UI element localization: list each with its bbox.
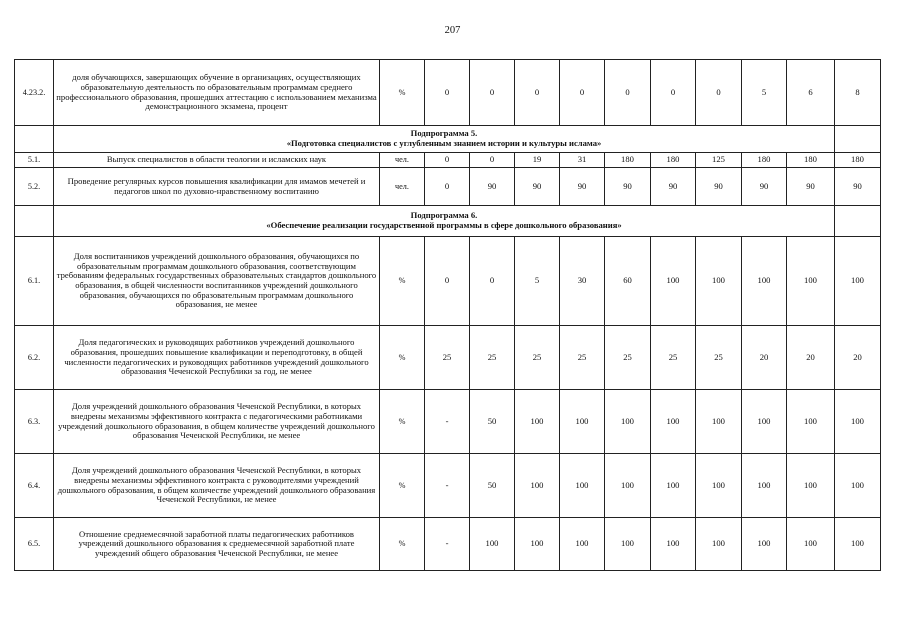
table-row [15,60,881,126]
row-number: 4.23.2. [15,60,54,126]
value-cell: 100 [605,454,651,518]
value-cell: 0 [425,60,470,126]
value-cell: 25 [470,326,515,390]
row-number: 6.5. [15,518,54,571]
value-cell: 90 [696,168,742,206]
value-cell: 180 [742,153,787,168]
value-cell: 100 [835,518,881,571]
row-number: 6.1. [15,237,54,326]
value-cell: 0 [470,60,515,126]
value-cell: 100 [696,237,742,326]
value-cell: 25 [696,326,742,390]
table-row [15,168,881,206]
value-cell: 90 [470,168,515,206]
indicator-description: Отношение среднемесячной заработной платы педагогических работников учреждений дошкольного образования к среднемесячной заработной плате учреждений общего образования Чеченской Республики, не менее [54,518,380,571]
subprogram-title [54,126,835,153]
value-cell: 25 [651,326,696,390]
value-cell: 0 [696,60,742,126]
table-row [15,326,881,390]
value-cell: 0 [651,60,696,126]
value-cell: 0 [425,237,470,326]
value-cell: 100 [470,518,515,571]
value-cell: 25 [560,326,605,390]
indicator-description: Доля педагогических и руководящих работников учреждений дошкольного образования, прошедших повышение квалификации и переподготовку, в общей численности педагогических и руководящих работников учреждений дошкольного образования Чеченской Республики за год, не менее [54,326,380,390]
value-cell: 60 [605,237,651,326]
unit-cell: % [380,237,425,326]
value-cell: 20 [742,326,787,390]
subprogram-name: «Подготовка специалистов с углубленным знанием истории и культуры ислама» [286,138,602,148]
subprogram-header-row [15,126,881,153]
value-cell: 125 [696,153,742,168]
value-cell: 6 [787,60,835,126]
unit-cell: % [380,390,425,454]
table-body [15,60,881,571]
value-cell: 19 [515,153,560,168]
value-cell: 100 [835,390,881,454]
indicators-table [14,59,881,571]
value-cell: 8 [835,60,881,126]
table-row [15,153,881,168]
indicator-description: Доля учреждений дошкольного образования Чеченской Республики, в которых внедрены механизмы эффективного контракта с педагогическими работниками учреждений дошкольного образования, в общем количестве учреждений дошкольного образования Чеченской Республики, не менее [54,390,380,454]
unit-cell: чел. [380,168,425,206]
value-cell: 100 [742,237,787,326]
value-cell: 20 [787,326,835,390]
value-cell: 0 [425,153,470,168]
value-cell: 90 [515,168,560,206]
unit-cell: % [380,60,425,126]
subprogram-tail-cell [835,206,881,237]
subprogram-label: Подпрограмма 5. [410,128,478,139]
value-cell: 25 [425,326,470,390]
subprogram-tail-cell [835,126,881,153]
value-cell: 100 [742,454,787,518]
value-cell: 5 [742,60,787,126]
value-cell: 100 [515,518,560,571]
value-cell: 100 [835,454,881,518]
value-cell: 100 [696,454,742,518]
value-cell: 100 [605,518,651,571]
value-cell: 180 [605,153,651,168]
value-cell: 0 [605,60,651,126]
value-cell: 100 [787,518,835,571]
indicator-description: Проведение регулярных курсов повышения квалификации для имамов мечетей и педагогов школ по духовно-нравственному воспитанию [54,168,380,206]
value-cell: 0 [425,168,470,206]
table-row [15,454,881,518]
subprogram-num-cell [15,126,54,153]
value-cell: 25 [515,326,560,390]
value-cell: 100 [560,390,605,454]
value-cell: 100 [742,518,787,571]
value-cell: 50 [470,390,515,454]
value-cell: 90 [787,168,835,206]
value-cell: 100 [651,237,696,326]
value-cell: 100 [651,390,696,454]
table-row [15,518,881,571]
value-cell: 100 [605,390,651,454]
row-number: 5.2. [15,168,54,206]
value-cell: 180 [835,153,881,168]
value-cell: 90 [651,168,696,206]
value-cell: 100 [560,454,605,518]
value-cell: 100 [651,454,696,518]
value-cell: 180 [787,153,835,168]
value-cell: 100 [742,390,787,454]
value-cell: 25 [605,326,651,390]
value-cell: 90 [742,168,787,206]
value-cell: 180 [651,153,696,168]
row-number: 6.3. [15,390,54,454]
subprogram-label: Подпрограмма 6. [410,210,478,221]
value-cell: 0 [470,153,515,168]
value-cell: - [425,454,470,518]
subprogram-num-cell [15,206,54,237]
value-cell: 100 [787,454,835,518]
table-row [15,237,881,326]
value-cell: 90 [560,168,605,206]
page-number: 207 [444,25,461,36]
value-cell: 30 [560,237,605,326]
value-cell: - [425,390,470,454]
row-number: 6.2. [15,326,54,390]
value-cell: 31 [560,153,605,168]
value-cell: - [425,518,470,571]
value-cell: 100 [696,390,742,454]
value-cell: 50 [470,454,515,518]
row-number: 5.1. [15,153,54,168]
value-cell: 100 [787,390,835,454]
indicator-description: Доля учреждений дошкольного образования Чеченской Республики, в которых внедрены механизмы эффективного контракта с руководителями учреждений дошкольного образования, в общем количестве учреждений дошкольного образования Чеченской Республики, не менее [54,454,380,518]
indicator-description: Доля воспитанников учреждений дошкольного образования, обучающихся по образовательным программам дошкольного образования, соответствующим требованиям федеральных государственных образовательных стандартов дошкольного образования, в общей численности воспитанников учреждений дошкольного образования, обучающихся по образовательным программам дошкольного образования, не менее [54,237,380,326]
value-cell: 100 [835,237,881,326]
subprogram-title [54,206,835,237]
unit-cell: % [380,518,425,571]
value-cell: 0 [470,237,515,326]
unit-cell: % [380,326,425,390]
value-cell: 100 [696,518,742,571]
table-row [15,390,881,454]
value-cell: 100 [651,518,696,571]
value-cell: 90 [835,168,881,206]
value-cell: 0 [515,60,560,126]
subprogram-header-row [15,206,881,237]
value-cell: 90 [605,168,651,206]
indicator-description: доля обучающихся, завершающих обучение в организациях, осуществляющих образовательную деятельность по образовательным программам среднего профессионального образования, прошедших аттестацию с использованием механизма демонстрационного экзамена, процент [54,60,380,126]
value-cell: 20 [835,326,881,390]
value-cell: 100 [560,518,605,571]
unit-cell: % [380,454,425,518]
value-cell: 100 [787,237,835,326]
row-number: 6.4. [15,454,54,518]
subprogram-name: «Обеспечение реализации государственной программы в сфере дошкольного образования» [266,220,622,230]
value-cell: 5 [515,237,560,326]
value-cell: 0 [560,60,605,126]
value-cell: 100 [515,390,560,454]
indicator-description: Выпуск специалистов в области теологии и исламских наук [54,153,380,168]
unit-cell: чел. [380,153,425,168]
value-cell: 100 [515,454,560,518]
